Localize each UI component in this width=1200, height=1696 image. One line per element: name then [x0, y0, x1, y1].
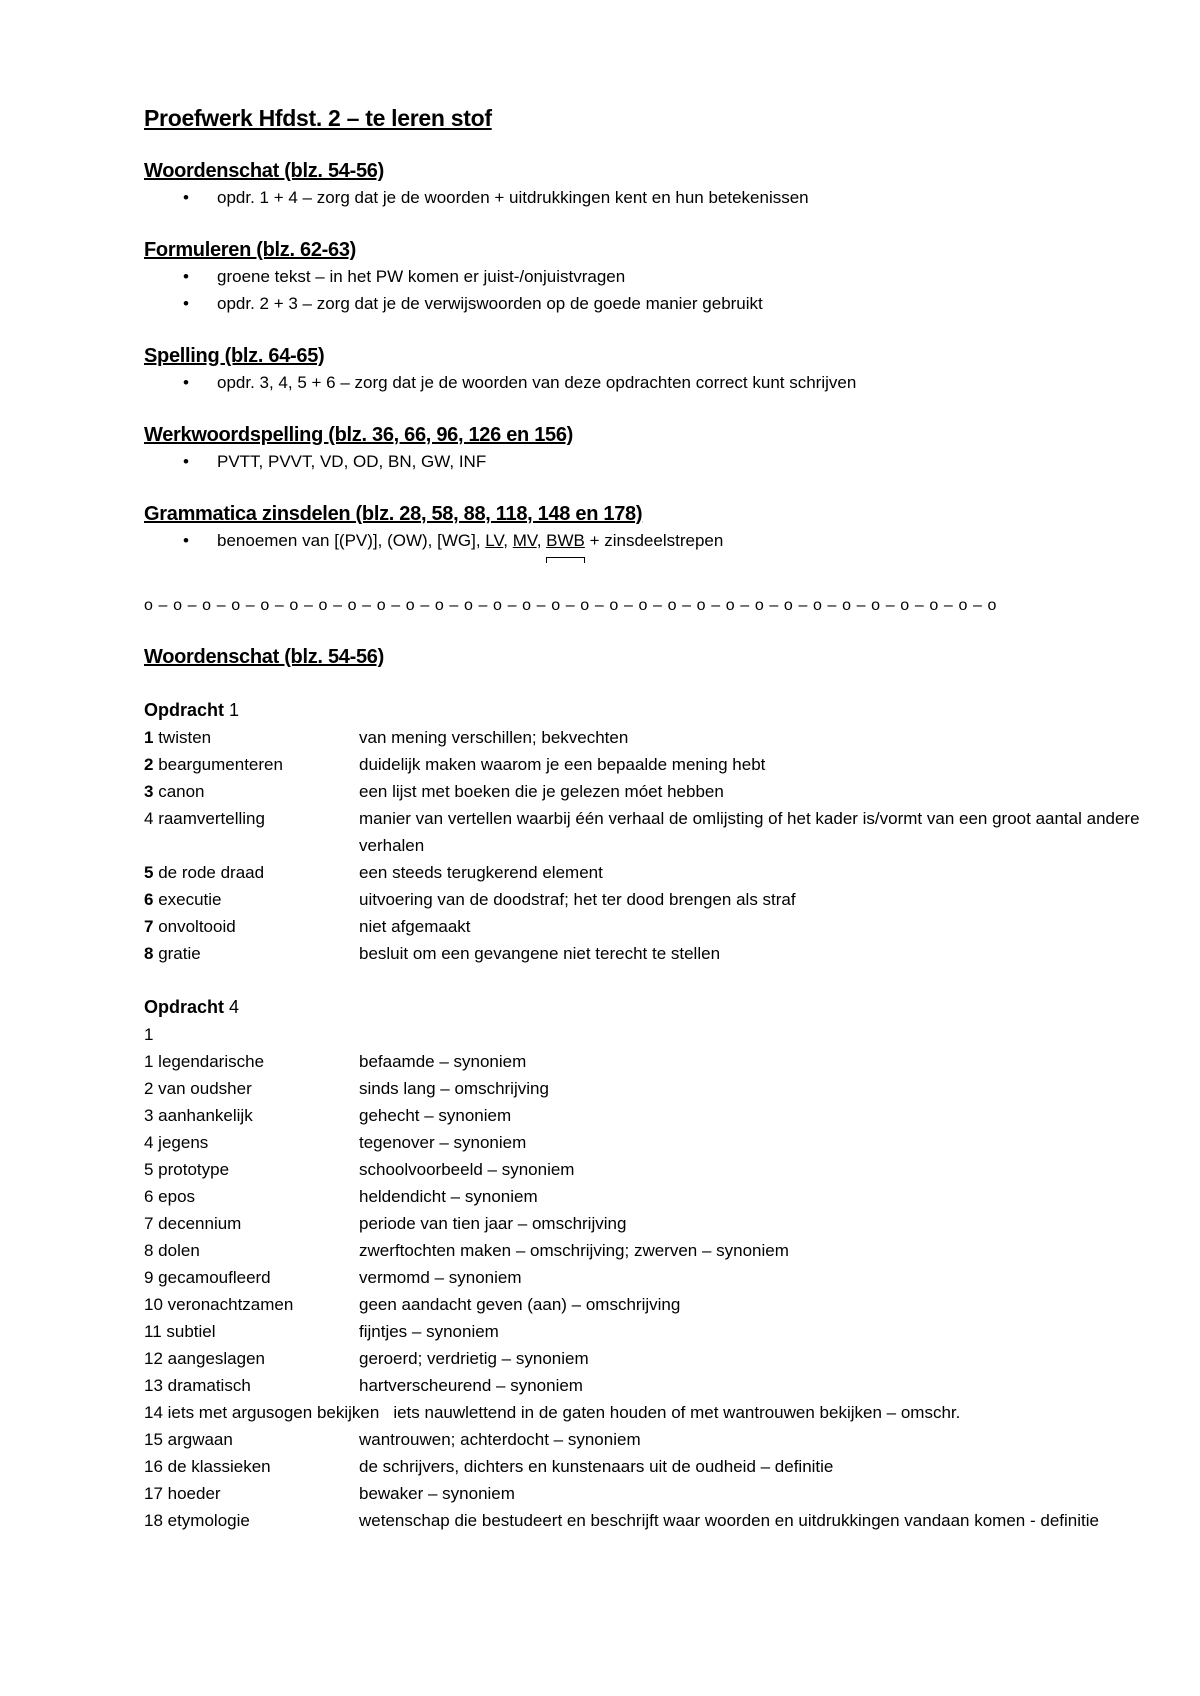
bullet-list [144, 369, 1140, 396]
vocab-row: 16 de klassieken de schrijvers, dichters en kunstenaars uit de oudheid – definitie [144, 1457, 834, 1476]
vocab-row: 1 twisten van mening verschillen; bekvechten [144, 728, 629, 747]
vocab-row: 14 iets met argusogen bekijken iets nauwlettend in de gaten houden of met wantrouwen bekijken – omschr. [144, 1403, 961, 1422]
section-formuleren [144, 237, 1140, 317]
bullet-item: • PVTT, PVVT, VD, OD, BN, GW, INF [144, 448, 1140, 475]
vocab-row: 4 jegens tegenover – synoniem [144, 1133, 527, 1152]
section-heading: Formuleren (blz. 62-63) [144, 239, 357, 261]
vocab-row: 5 de rode draad een steeds terugkerend element [144, 863, 603, 882]
bullet-list [144, 527, 1140, 554]
separator-comma: , [536, 531, 547, 550]
vocab-row: 3 aanhankelijk gehecht – synoniem [144, 1106, 512, 1125]
vocab-row: 2 van oudsher sinds lang – omschrijving [144, 1079, 549, 1098]
vocab-row: 5 prototype schoolvoorbeeld – synoniem [144, 1160, 575, 1179]
vocab-row: 17 hoeder bewaker – synoniem [144, 1484, 515, 1503]
page-title: Proefwerk Hfdst. 2 – te leren stof [144, 105, 492, 131]
section-heading: Spelling (blz. 64-65) [144, 345, 325, 367]
section-heading: Werkwoordspelling (blz. 36, 66, 96, 126 en 156) [144, 424, 574, 446]
bullet-item: • groene tekst – in het PW komen er juist-/onjuistvragen [144, 263, 1140, 290]
section-spelling [144, 343, 1140, 396]
opdracht-4-subnumber: 1 [144, 1025, 154, 1044]
bullet-item: • opdr. 2 + 3 – zorg dat je de verwijswoorden op de goede manier gebruikt [144, 290, 1140, 317]
section-werkwoordspelling [144, 422, 1140, 475]
section-heading: Grammatica zinsdelen (blz. 28, 58, 88, 118, 148 en 178) [144, 503, 643, 525]
bullet-item: • opdr. 1 + 4 – zorg dat je de woorden + uitdrukkingen kent en hun betekenissen [144, 184, 1140, 211]
vocab-row: 8 dolen zwerftochten maken – omschrijving; zwerven – synoniem [144, 1241, 789, 1260]
bullet-list [144, 263, 1140, 317]
vocab-row: 11 subtiel fijntjes – synoniem [144, 1322, 499, 1341]
vocab-row: 6 executie uitvoering van de doodstraf; het ter dood brengen als straf [144, 890, 796, 909]
vocab-row: 7 decennium periode van tien jaar – omschrijving [144, 1214, 627, 1233]
bullet-list [144, 448, 1140, 475]
vocab-row: 6 epos heldendicht – synoniem [144, 1187, 538, 1206]
bwb-bracket-mark [546, 557, 585, 563]
bullet-item [144, 527, 1140, 554]
vocab-row: 18 etymologie wetenschap die bestudeert en beschrijft waar woorden en uitdrukkingen vandaan komen - definitie [144, 1511, 1099, 1530]
vocab-row: 4 raamvertelling manier van vertellen waarbij één verhaal de omlijsting of het kader is/vormt van een groot aantal andere verhalen [144, 809, 1140, 855]
section-heading: Woordenschat (blz. 54-56) [144, 160, 384, 182]
vocab-row: 3 canon een lijst met boeken die je gelezen móet hebben [144, 782, 724, 801]
section-woordenschat [144, 158, 1140, 211]
section-grammatica [144, 501, 1140, 554]
vocab-row: 15 argwaan wantrouwen; achterdocht – synoniem [144, 1430, 641, 1449]
vocab-row: 8 gratie besluit om een gevangene niet terecht te stellen [144, 944, 721, 963]
separator-line: o – o – o – o – o – o – o – o – o – o – o – o – o – o – o – o – o – o – o – o – o – o – o – o – o – o – o – o – o – o [144, 597, 998, 614]
bwb-label [546, 527, 585, 554]
vocab-row: 2 beargumenteren duidelijk maken waarom je een bepaalde mening hebt [144, 755, 766, 774]
mv-label: MV [512, 531, 537, 550]
opdracht-1-block [144, 697, 1140, 967]
vocab-heading: Woordenschat (blz. 54-56) [144, 646, 384, 668]
vocab-row: 7 onvoltooid niet afgemaakt [144, 917, 471, 936]
bullet-list [144, 184, 1140, 211]
vocab-row: 13 dramatisch hartverscheurend – synoniem [144, 1376, 583, 1395]
opdracht-1-title: Opdracht 1 [144, 700, 240, 720]
lv-label: LV [485, 531, 504, 550]
bwb-text: BWB [546, 531, 585, 550]
bullet-suffix: + zinsdeelstrepen [584, 531, 724, 550]
bullet-item: • opdr. 3, 4, 5 + 6 – zorg dat je de woorden van deze opdrachten correct kunt schrijven [144, 369, 1140, 396]
opdracht-4-block [144, 994, 1140, 1534]
separator-comma: , [503, 531, 513, 550]
opdracht-4-title: Opdracht 4 [144, 997, 240, 1017]
vocab-row: 9 gecamoufleerd vermomd – synoniem [144, 1268, 522, 1287]
vocab-row: 12 aangeslagen geroerd; verdrietig – synoniem [144, 1349, 589, 1368]
bullet-prefix: benoemen van [(PV)], (OW), [WG], [217, 531, 486, 550]
vocab-row: 1 legendarische befaamde – synoniem [144, 1052, 527, 1071]
vocab-row: 10 veronachtzamen geen aandacht geven (aan) – omschrijving [144, 1295, 681, 1314]
